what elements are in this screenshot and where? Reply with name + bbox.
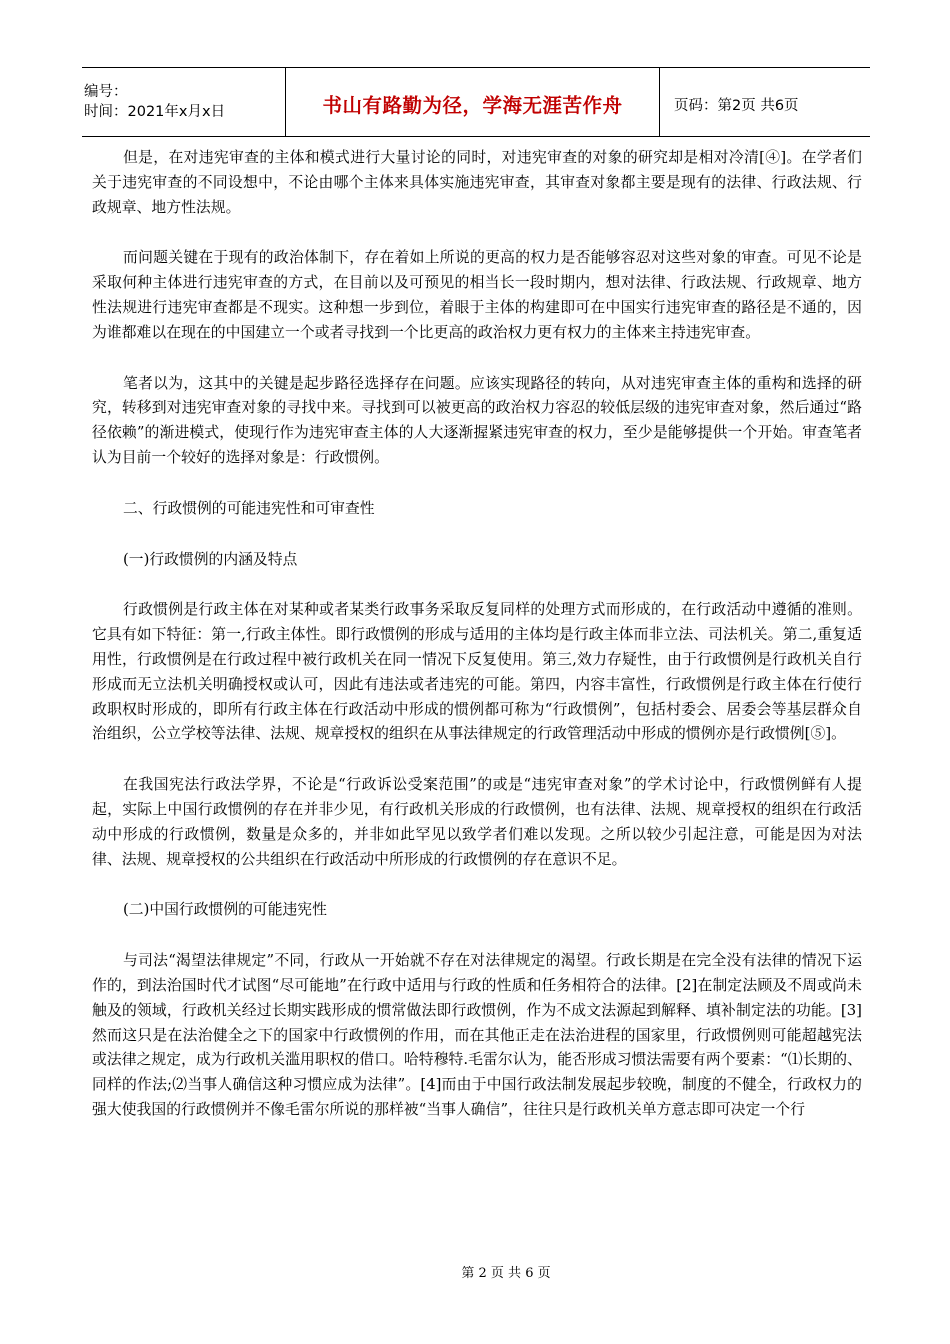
paragraph: 在我国宪法行政法学界，不论是“行政诉讼受案范围”的或是“违宪审查对象”的学术讨论中，行政惯例鲜有人提起，实际上中国行政惯例的存在并非少见，有行政机关形成的行政惯例，也有法律、法规、规章授权的组织在行政活动中形成的行政惯例，数量是众多的，并非如此罕见以致学者们难以发现。之所以较少引起注意，可能是因为对法律、法规、规章授权的公共组织在行政活动中所形成的行政惯例的存在意识不足。 [92, 776, 862, 868]
paragraph: 而问题关键在于现有的政治体制下，存在着如上所说的更高的权力是否能够容忍对这些对象的审查。可见不论是采取何种主体进行违宪审查的方式，在目前以及可预见的相当长一段时期内，想对法律、行政法规、行政规章、地方性法规进行违宪审查都是不现实。这种想一步到位，着眼于主体的构建即可在中国实行违宪审查的路径是不通的，因为谁都难以在现在的中国建立一个或者寻找到一个比更高的政治权力更有权力的主体来主持违宪审查。 [92, 249, 862, 341]
paragraph: 行政惯例是行政主体在对某种或者某类行政事务采取反复同样的处理方式而形成的，在行政活动中遵循的准则。它具有如下特征：第一,行政主体性。即行政惯例的形成与适用的主体均是行政主体而非立法、司法机关。第二,重复适用性，行政惯例是在行政过程中被行政机关在同一情况下反复使用。第三,效力存疑性，由于行政惯例是行政机关自行形成而无立法机关明确授权或认可，因此有违法或者违宪的可能。第四，内容丰富性，行政惯例是行政主体在行使行政职权时形成的，即所有行政主体在行政活动中形成的惯例都可称为“行政惯例”，包括村委会、居委会等基层群众自治组织，公立学校等法律、法规、规章授权的组织在从事法律规定的行政管理活动中形成的惯例亦是行政惯例[⑤]。 [92, 601, 862, 743]
paragraph: 与司法“渴望法律规定”不同，行政从一开始就不存在对法律规定的渴望。行政长期是在完全没有法律的情况下运作的，到法治国时代才试图“尽可能地”在行政中适用与行政的性质和任务相符合的法律。[2]在制定法顾及不周或尚未触及的领域，行政机关经过长期实践形成的惯常做法即行政惯例，作为不成文法源起到解释、填补制定法的功能。[3]然而这只是在法治健全之下的国家中行政惯例的作用，而在其他正走在法治进程的国家里，行政惯例则可能超越宪法或法律之规定，成为行政机关滥用职权的借口。哈特穆特.毛雷尔认为，能否形成习惯法需要有两个要素：“⑴长期的、同样的作法;⑵当事人确信这种习惯应成为法律”。[4]而由于中国行政法制发展起步较晚，制度的不健全，行政权力的强大使我国的行政惯例并不像毛雷尔所说的那样被“当事人确信”，往往只是行政机关单方意志即可决定一个行 [92, 952, 862, 1118]
header-page-cell [660, 68, 870, 136]
paragraph: 但是，在对违宪审查的主体和模式进行大量讨论的同时，对违宪审查的对象的研究却是相对冷清[④]。在学者们关于违宪审查的不同设想中，不论由哪个主体来具体实施违宪审查，其审查对象都主要是现有的法律、行政法规、行政规章、地方性法规。 [92, 149, 862, 216]
document-time-label: 时间：2021年x月x日 [84, 104, 226, 120]
header-meta [82, 68, 285, 136]
header-motto-cell [285, 68, 660, 136]
header-motto: 书山有路勤为径，学海无涯苦作舟 [322, 94, 623, 117]
section-heading: 二、行政惯例的可能违宪性和可审查性 [123, 499, 375, 517]
document-body [92, 146, 862, 1149]
header-page-info: 页码：第2页 共6页 [674, 97, 799, 114]
subsection-heading: (二)中国行政惯例的可能违宪性 [123, 901, 327, 919]
page-footer: 第 2 页 共 6 页 [461, 1266, 551, 1281]
page-header [82, 67, 870, 137]
subsection-heading: (一)行政惯例的内涵及特点 [123, 550, 298, 568]
document-number-label: 编号： [84, 84, 128, 100]
paragraph: 笔者以为，这其中的关键是起步路径选择存在问题。应该实现路径的转向，从对违宪审查主体的重构和选择的研究，转移到对违宪审查对象的寻找中来。寻找到可以被更高的政治权力容忍的较低层级的违宪审查对象，然后通过“路径依赖”的渐进模式，使现行作为违宪审查主体的人大逐渐握紧违宪审查的权力，至少是能够提供一个开始。审查笔者认为目前一个较好的选择对象是：行政惯例。 [92, 374, 862, 466]
